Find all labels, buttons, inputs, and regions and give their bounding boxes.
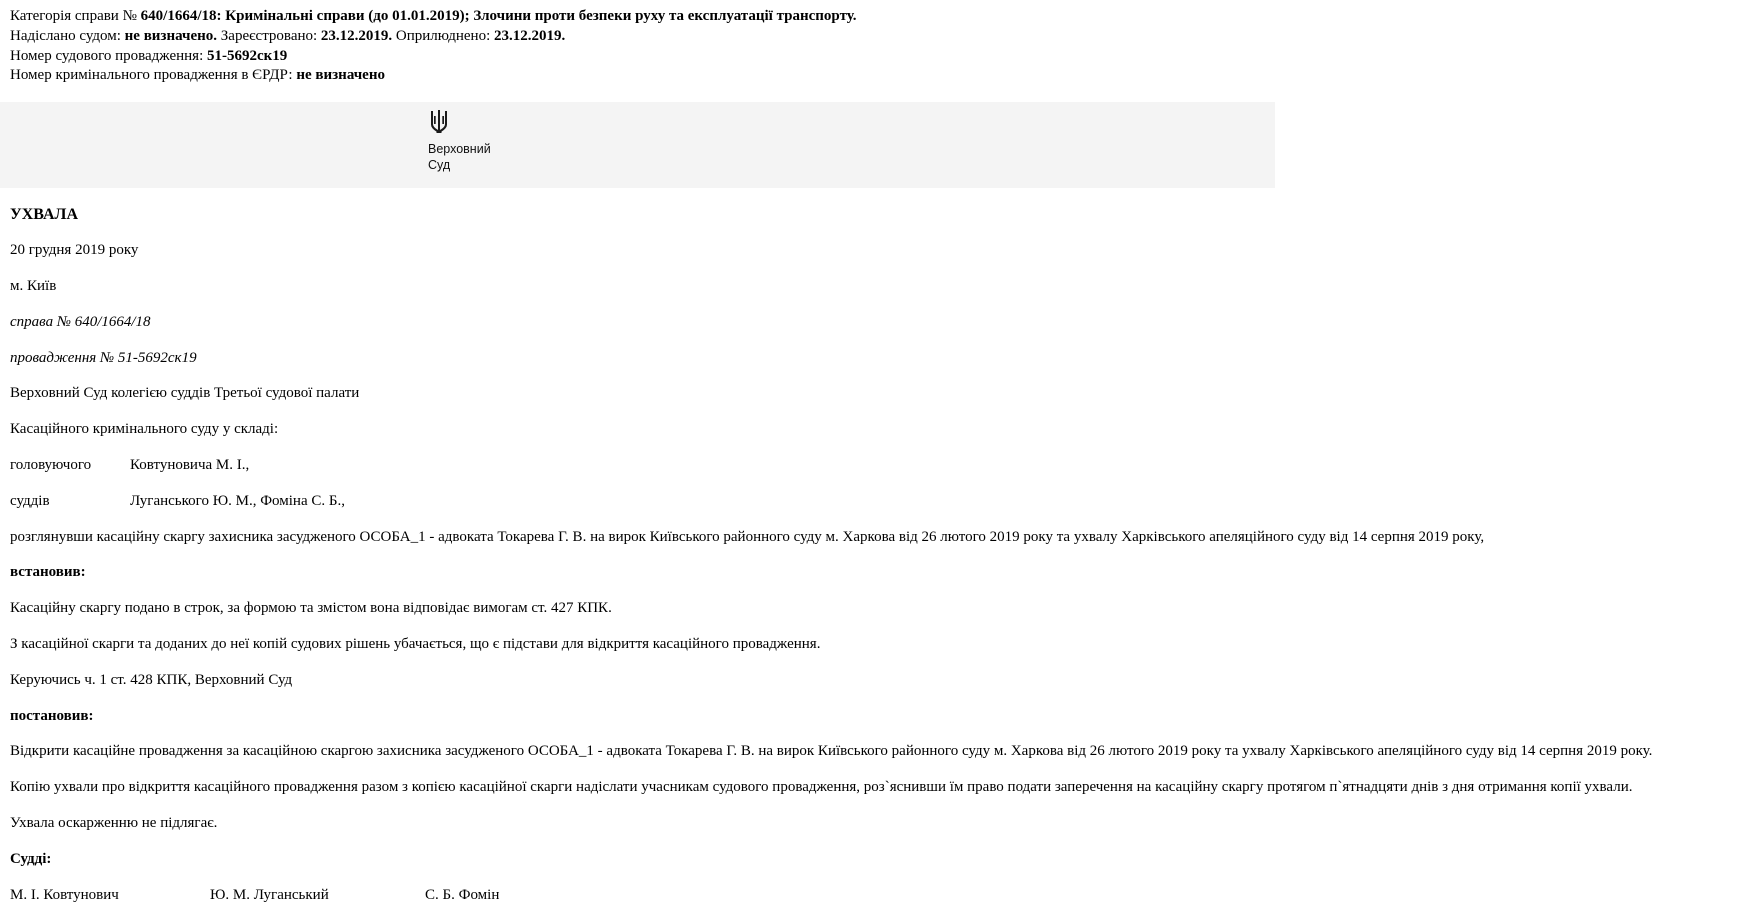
document-city: м. Київ: [10, 278, 57, 295]
document-title: УХВАЛА: [10, 206, 78, 224]
established-heading: встановив:: [10, 564, 86, 581]
metadata-proceeding-line: [10, 47, 1753, 67]
metadata-proceeding-value: 51-5692ск19: [207, 47, 288, 64]
court-emblem-block: [428, 108, 628, 173]
metadata-registered-value: 23.12.2019.: [320, 27, 393, 44]
considered-paragraph: розглянувши касаційну скаргу захисника засудженого ОСОБА_1 - адвоката Токарева Г. В. на вирок Київського районного суду м. Харкова від 26 лютого 2019 року та ухвалу Харківського апеляційного суду від 14 серпня 2019 року,: [10, 528, 1485, 545]
metadata-sent-value: не визначено.: [124, 27, 218, 44]
metadata-registered-label: Зареєстровано:: [220, 27, 318, 44]
presiding-judge-row: [10, 456, 1753, 476]
presiding-judge-label: головуючого: [10, 457, 92, 474]
judges-label: суддів: [10, 492, 50, 509]
case-metadata: [0, 0, 1763, 90]
metadata-erdr-label: Номер кримінального провадження в ЄРДР:: [10, 67, 293, 84]
panel-line-1: Верховний Суд колегією суддів Третьої судової палати: [10, 385, 360, 402]
metadata-published-label: Оприлюднено:: [395, 27, 491, 44]
established-paragraph-2: З касаційної скарги та доданих до неї копій судових рішень убачається, що є підстави для відкриття касаційного провадження.: [10, 636, 821, 653]
metadata-erdr-value: не визначено: [296, 67, 385, 84]
metadata-proceeding-label: Номер судового провадження:: [10, 47, 204, 64]
document-body: [0, 204, 1763, 915]
judges-signature-row: [10, 886, 1753, 906]
proceeding-number: провадження № 51-5692ск19: [10, 349, 197, 366]
panel-line-2: Касаційного кримінального суду у складі:: [10, 421, 279, 438]
court-name-line-1: Верховний: [428, 142, 491, 157]
court-name-line-2: Суд: [428, 157, 451, 172]
metadata-erdr-line: [10, 66, 1753, 86]
decided-paragraph-1: Відкрити касаційне провадження за касаційною скаргою захисника засудженого ОСОБА_1 - адвоката Токарева Г. В. на вирок Київського районного суду м. Харкова від 26 лютого 2019 року та ухвалу Харківського апеляційного суду від 14 серпня 2019 року.: [10, 743, 1653, 760]
metadata-published-value: 23.12.2019.: [494, 27, 566, 44]
judges-value: Луганського Ю. М., Фоміна С. Б.,: [130, 492, 345, 509]
metadata-sent-label: Надіслано судом:: [10, 27, 121, 44]
court-name: [428, 142, 628, 173]
metadata-dates-line: [10, 27, 1753, 47]
judges-row: [10, 492, 1753, 512]
signature-judge-2: Ю. М. Луганський: [210, 886, 329, 903]
established-paragraph-1: Касаційну скаргу подано в строк, за формою та змістом вона відповідає вимогам ст. 427 КПК.: [10, 600, 612, 617]
case-number: справа № 640/1664/18: [10, 313, 151, 330]
signature-judge-1: М. І. Ковтунович: [10, 886, 119, 903]
judges-signature-heading: Судді:: [10, 850, 52, 867]
metadata-category-line: [10, 7, 1753, 27]
ukraine-trident-emblem-icon: [428, 108, 450, 138]
decided-paragraph-2: Копію ухвали про відкриття касаційного провадження разом з копією касаційної скарги надіслати учасникам судового провадження, роз`яснивши їм право подати заперечення на касаційну скаргу протягом п`ятнадцяти днів з дня отримання копії ухвали.: [10, 779, 1633, 796]
metadata-category-label: Категорія справи №: [10, 8, 137, 24]
document-date: 20 грудня 2019 року: [10, 242, 139, 259]
decided-paragraph-3: Ухвала оскарженню не підлягає.: [10, 815, 218, 832]
presiding-judge-value: Ковтуновича М. І.,: [130, 457, 250, 474]
decided-heading: постановив:: [10, 707, 94, 724]
court-header-band: [0, 102, 1275, 188]
metadata-category-value: 640/1664/18: Кримінальні справи (до 01.01.2019); Злочини проти безпеки руху та експлуатації транспорту.: [140, 8, 857, 24]
signature-judge-3: С. Б. Фомін: [425, 886, 500, 903]
established-paragraph-3: Керуючись ч. 1 ст. 428 КПК, Верховний Суд: [10, 671, 293, 688]
